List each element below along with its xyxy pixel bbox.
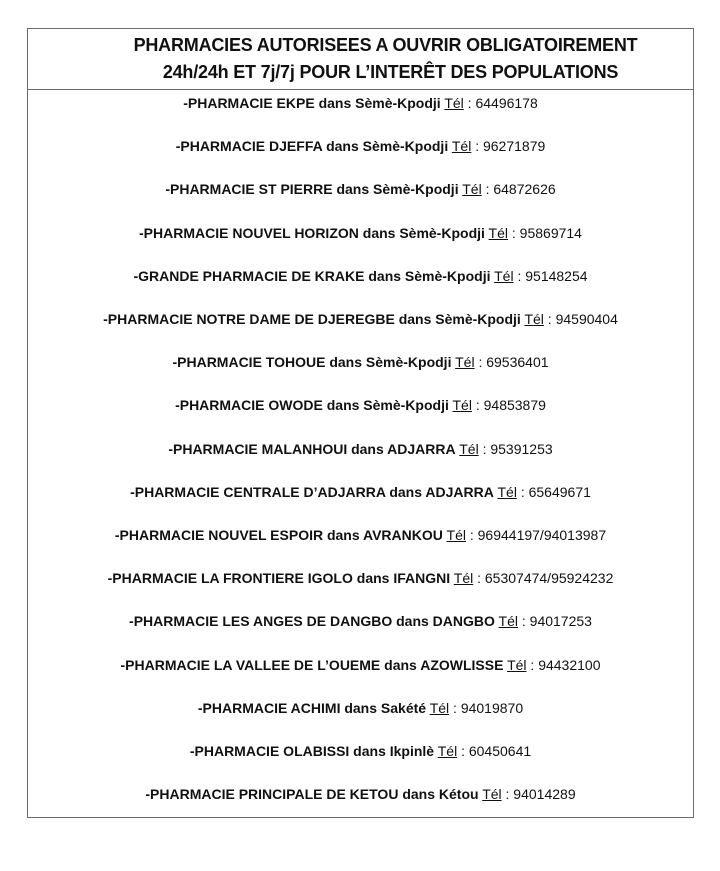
tel-label: Tél xyxy=(453,570,474,587)
pharmacy-name: -PHARMACIE DJEFFA dans Sèmè-Kpodji xyxy=(175,138,449,155)
pharmacy-phone: : 96271879 xyxy=(471,138,546,155)
pharmacy-entry xyxy=(28,699,693,717)
pharmacy-phone: : 94853879 xyxy=(471,397,546,414)
pharmacy-name: -PHARMACIE LES ANGES DE DANGBO dans DANGBO xyxy=(129,613,495,630)
tel-label: Tél xyxy=(482,786,502,803)
pharmacy-phone: : 95391253 xyxy=(478,440,553,457)
pharmacy-phone: : 64872626 xyxy=(481,181,556,198)
pharmacy-entry xyxy=(28,526,693,544)
pharmacy-entry xyxy=(28,440,693,458)
pharmacy-name: -PHARMACIE LA FRONTIERE IGOLO dans IFANGNI xyxy=(107,570,451,587)
pharmacy-name: -PHARMACIE OWODE dans Sèmè-Kpodji xyxy=(175,397,449,414)
pharmacy-name: -PHARMACIE NOTRE DAME DE DJEREGBE dans Sèmè-Kpodji xyxy=(103,311,521,327)
tel-label: Tél xyxy=(498,613,518,630)
tel-label: Tél xyxy=(488,224,508,241)
title-line-2: 24h/24h ET 7j/7j POUR L’INTERÊT DES POPULATIONS xyxy=(162,62,619,82)
pharmacy-name: -PHARMACIE PRINCIPALE DE KETOU dans Kétou xyxy=(145,786,479,803)
pharmacy-entry xyxy=(28,180,693,198)
pharmacy-name: -GRANDE PHARMACIE DE KRAKE dans Sèmè-Kpodji xyxy=(133,267,491,284)
tel-label: Tél xyxy=(462,181,482,198)
tel-label: Tél xyxy=(497,483,517,500)
tel-label: Tél xyxy=(446,527,466,543)
pharmacy-phone: : 60450641 xyxy=(457,743,532,759)
pharmacy-entry xyxy=(28,94,693,112)
pharmacy-phone: : 64496178 xyxy=(463,95,538,111)
pharmacy-phone: : 94590404 xyxy=(543,311,618,327)
pharmacy-name: -PHARMACIE MALANHOUI dans ADJARRA xyxy=(168,440,456,457)
pharmacy-phone: : 94014289 xyxy=(501,786,576,803)
pharmacy-phone: : 94017253 xyxy=(517,613,592,630)
pharmacy-phone: : 94432100 xyxy=(526,656,601,673)
pharmacy-entry xyxy=(28,612,693,630)
tel-label: Tél xyxy=(524,311,544,327)
pharmacy-entry xyxy=(28,785,693,803)
pharmacy-entry xyxy=(28,310,693,328)
pharmacy-phone: : 69536401 xyxy=(474,354,549,371)
document-frame xyxy=(27,28,694,818)
pharmacy-name: -PHARMACIE NOUVEL ESPOIR dans AVRANKOU xyxy=(114,527,443,543)
tel-label: Tél xyxy=(451,138,472,155)
title-line-1: PHARMACIES AUTORISEES A OUVRIR OBLIGATOIREMENT xyxy=(133,35,638,55)
pharmacy-name: -PHARMACIE OLABISSI dans Ikpinlè xyxy=(189,743,435,759)
pharmacy-name: -PHARMACIE TOHOUE dans Sèmè-Kpodji xyxy=(172,354,452,371)
tel-label: Tél xyxy=(459,440,479,457)
pharmacy-phone: : 96944197/94013987 xyxy=(465,527,607,543)
tel-label: Tél xyxy=(452,397,472,414)
pharmacy-entry xyxy=(28,137,693,155)
pharmacy-name: -PHARMACIE LA VALLEE DE L’OUEME dans AZOWLISSE xyxy=(120,656,504,673)
document-header xyxy=(28,29,693,90)
tel-label: Tél xyxy=(429,699,450,716)
pharmacy-entry xyxy=(28,396,693,414)
tel-label: Tél xyxy=(507,656,527,673)
tel-label: Tél xyxy=(494,267,514,284)
pharmacy-entry xyxy=(28,224,693,242)
pharmacy-entry xyxy=(28,353,693,371)
pharmacy-entry xyxy=(28,742,693,760)
pharmacy-name: -PHARMACIE NOUVEL HORIZON dans Sèmè-Kpodji xyxy=(139,224,485,241)
pharmacy-name: -PHARMACIE EKPE dans Sèmè-Kpodji xyxy=(183,95,441,111)
tel-label: Tél xyxy=(455,354,475,371)
pharmacy-phone: : 65649671 xyxy=(516,483,591,500)
pharmacy-phone: : 95148254 xyxy=(513,267,588,284)
tel-label: Tél xyxy=(437,743,458,759)
pharmacy-name: -PHARMACIE ACHIMI dans Sakété xyxy=(197,699,427,716)
tel-label: Tél xyxy=(444,95,464,111)
pharmacy-entry xyxy=(28,656,693,674)
pharmacy-entry xyxy=(28,267,693,285)
pharmacy-phone: : 94019870 xyxy=(449,699,524,716)
pharmacy-name: -PHARMACIE CENTRALE D’ADJARRA dans ADJARRA xyxy=(130,483,494,500)
pharmacy-entry xyxy=(28,569,693,587)
pharmacy-entry xyxy=(28,483,693,501)
pharmacy-phone: : 95869714 xyxy=(508,224,582,241)
pharmacy-name: -PHARMACIE ST PIERRE dans Sèmè-Kpodji xyxy=(165,181,459,198)
pharmacy-phone: : 65307474/95924232 xyxy=(473,570,614,587)
